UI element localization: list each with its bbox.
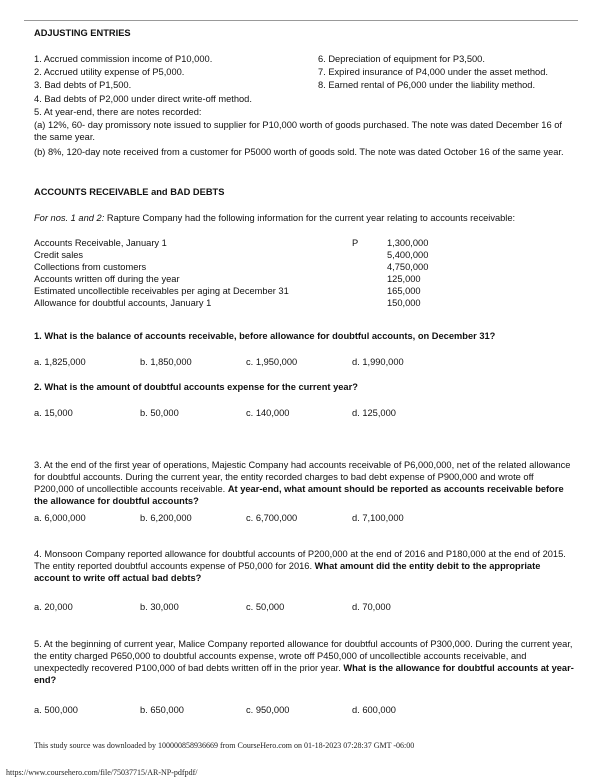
intro-text: Rapture Company had the following information for the current year relating to accounts receivable: (104, 213, 516, 223)
choice-b: b. 1,850,000 (140, 357, 192, 367)
row-amount: 125,000 (387, 274, 421, 284)
question-5 (34, 638, 574, 686)
choice-b: b. 650,000 (140, 705, 184, 715)
row-amount: 165,000 (387, 286, 421, 296)
adjusting-item-4: 4. Bad debts of P2,000 under direct write-off method. (34, 94, 252, 104)
row-label: Credit sales (34, 250, 84, 260)
adjusting-item-1: 1. Accrued commission income of P10,000. (34, 54, 213, 64)
top-rule (24, 20, 578, 21)
row-amount: 5,400,000 (387, 250, 429, 260)
choice-c: c. 140,000 (246, 408, 290, 418)
source-url[interactable]: https://www.coursehero.com/file/75037715/AR-NP-pdfpdf/ (6, 768, 198, 777)
row-label: Accounts written off during the year (34, 274, 180, 284)
question-5-choices (34, 704, 574, 716)
table-row (34, 285, 454, 297)
heading-accounts-receivable: ACCOUNTS RECEIVABLE and BAD DEBTS (34, 187, 225, 197)
adjusting-item-7: 7. Expired insurance of P4,000 under the asset method. (318, 67, 548, 77)
table-row (34, 237, 454, 249)
question-4-ask: What amount did the entity debit to the appropriate account to write off actual bad debts? (34, 561, 541, 583)
question-3-text: 3. At the end of the first year of operations, Majestic Company had accounts receivable of P6,000,000, net of the related allowance for doubtful accounts. During the current year, the entity recorded charges to bad debt expense of P900,000 and wrote off P200,000 of uncollectible accounts receivable. (34, 460, 571, 494)
choice-c: c. 1,950,000 (246, 357, 298, 367)
choice-c: c. 6,700,000 (246, 513, 298, 523)
table-row (34, 249, 454, 261)
row-amount: 1,300,000 (387, 238, 429, 248)
question-3-ask: At year-end, what amount should be reported as accounts receivable before the allowance for doubtful accounts? (34, 484, 564, 506)
choice-b: b. 30,000 (140, 602, 179, 612)
ar-table (34, 237, 454, 309)
question-4 (34, 548, 574, 584)
choice-b: b. 50,000 (140, 408, 179, 418)
row-label: Allowance for doubtful accounts, January 1 (34, 298, 212, 308)
question-3 (34, 459, 574, 507)
adjusting-item-6: 6. Depreciation of equipment for P3,500. (318, 54, 485, 64)
row-amount: 4,750,000 (387, 262, 429, 272)
row-label: Collections from customers (34, 262, 147, 272)
choice-a: a. 500,000 (34, 705, 78, 715)
choice-c: c. 50,000 (246, 602, 285, 612)
choice-d: d. 1,990,000 (352, 357, 404, 367)
row-amount: 150,000 (387, 298, 421, 308)
question-5-ask: What is the allowance for doubtful accounts at year-end? (34, 663, 574, 685)
currency-symbol: P (352, 238, 359, 248)
row-label: Accounts Receivable, January 1 (34, 238, 167, 248)
choice-d: d. 7,100,000 (352, 513, 404, 523)
note-a: (a) 12%, 60- day promissory note issued to supplier for P10,000 worth of goods purchased. The note was dated December 16 of the same year. (34, 120, 562, 142)
note-b: (b) 8%, 120-day note received from a customer for P5000 worth of goods sold. The note was dated October 16 of the same year. (34, 147, 564, 157)
choice-a: a. 1,825,000 (34, 357, 86, 367)
question-4-text: 4. Monsoon Company reported allowance for doubtful accounts of P200,000 at the end of 2016 and P180,000 at the end of 2015. The entity reported doubtful accounts expense of P50,000 for 2016. (34, 549, 566, 571)
download-notice: This study source was downloaded by 100000858936669 from CourseHero.com on 01-18-2023 07:28:37 GMT -06:00 (34, 741, 415, 750)
question-5-text: 5. At the beginning of current year, Malice Company reported allowance for doubtful accounts of P300,000. During the current year, the entity charged P650,000 to doubtful accounts expense, wrote off P450,000 of uncollectible accounts receivable, and unexpectedly recovered P100,000 of bad debts written off in the prior year. (34, 639, 573, 673)
choice-a: a. 20,000 (34, 602, 73, 612)
choice-a: a. 15,000 (34, 408, 73, 418)
question-1: 1. What is the balance of accounts receivable, before allowance for doubtful accounts, on December 31? (34, 331, 496, 341)
adjusting-item-3: 3. Bad debts of P1,500. (34, 80, 132, 90)
choice-d: d. 70,000 (352, 602, 391, 612)
question-1-choices (34, 356, 574, 368)
table-row (34, 273, 454, 285)
table-row (34, 261, 454, 273)
choice-c: c. 950,000 (246, 705, 290, 715)
question-4-choices (34, 601, 574, 613)
question-3-choices (34, 512, 574, 524)
row-label: Estimated uncollectible receivables per aging at December 31 (34, 286, 289, 296)
adjusting-item-8: 8. Earned rental of P6,000 under the liability method. (318, 80, 536, 90)
choice-d: d. 600,000 (352, 705, 396, 715)
table-row (34, 297, 454, 309)
adjusting-item-5: 5. At year-end, there are notes recorded: (34, 107, 202, 117)
intro-line (34, 212, 515, 224)
intro-italic: For nos. 1 and 2: (34, 213, 105, 223)
choice-a: a. 6,000,000 (34, 513, 86, 523)
choice-b: b. 6,200,000 (140, 513, 192, 523)
choice-d: d. 125,000 (352, 408, 396, 418)
question-2: 2. What is the amount of doubtful accounts expense for the current year? (34, 382, 358, 392)
heading-adjusting-entries: ADJUSTING ENTRIES (34, 28, 131, 38)
adjusting-item-2: 2. Accrued utility expense of P5,000. (34, 67, 185, 77)
question-2-choices (34, 407, 574, 419)
